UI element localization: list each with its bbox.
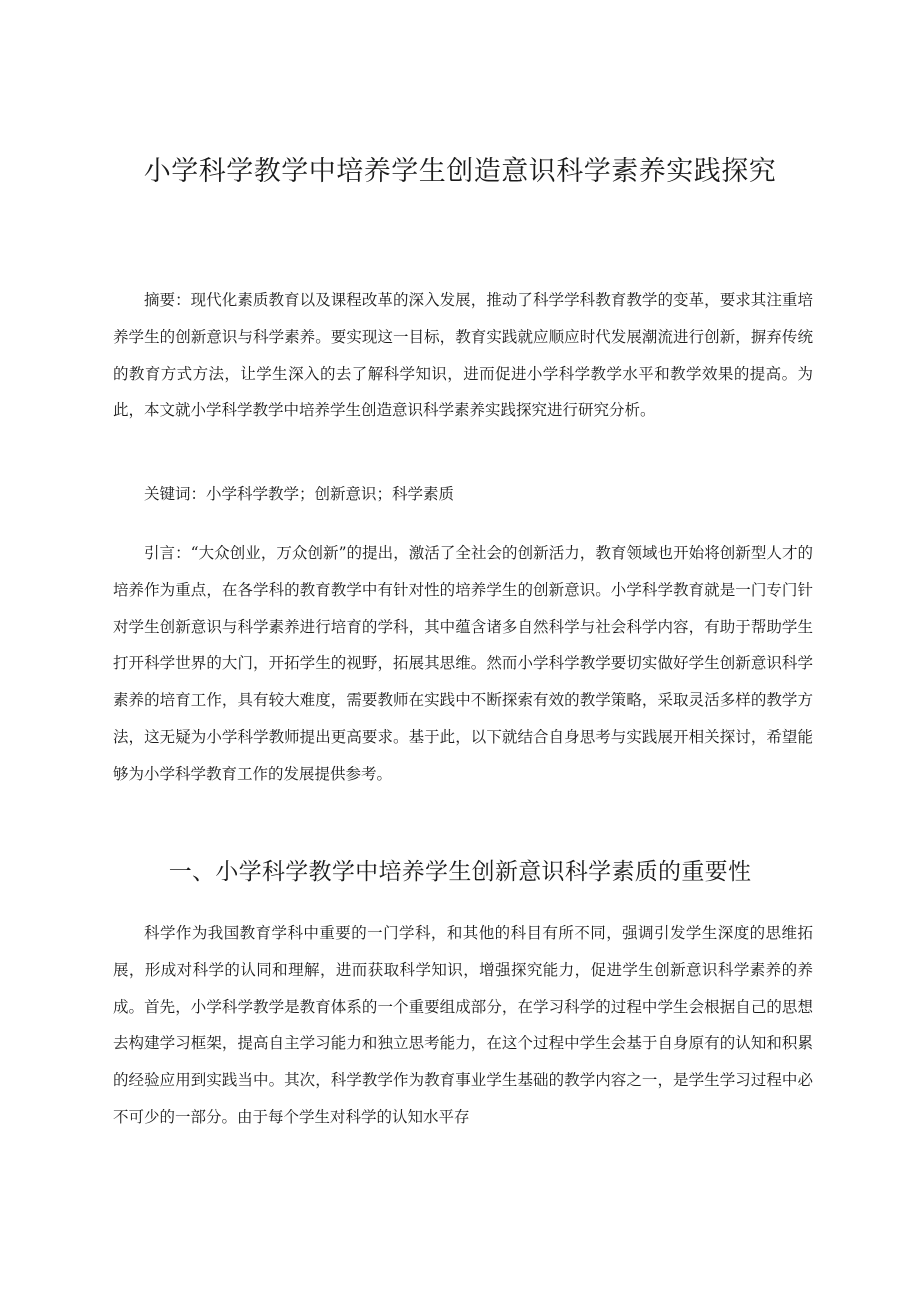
document-title: 小学科学教学中培养学生创造意识科学素养实践探究 <box>143 156 777 187</box>
section-1-heading: 一、小学科学教学中培养学生创新意识科学素质的重要性 <box>168 859 752 885</box>
keywords-paragraph: 关键词：小学科学教学；创新意识；科学素质 <box>144 485 455 503</box>
introduction-paragraph: 引言：“大众创业，万众创新”的提出，激活了全社会的创新活力，教育领域也开始将创新型人才的培养作为重点，在各学科的教育教学中有针对性的培养学生的创新意识。小学科学教育就是一门专门针对学生创新意识与科学素养进行培育的学科，其中蕴含诸多自然科学与社会科学内容，有助于帮助学生打开科学世界的大门，开拓学生的视野，拓展其思维。然而小学科学教学要切实做好学生创新意识科学素养的培育工作，具有较大难度，需要教师在实践中不断探索有效的教学策略，采取灵活多样的教学方法，这无疑为小学科学教师提出更高要求。基于此，以下就结合自身思考与实践展开相关探讨，希望能够为小学科学教育工作的发展提供参考。 <box>113 544 813 783</box>
abstract-paragraph: 摘要：现代化素质教育以及课程改革的深入发展，推动了科学学科教育教学的变革，要求其注重培养学生的创新意识与科学素养。要实现这一目标，教育实践就应顺应时代发展潮流进行创新，摒弃传统的教育方式方法，让学生深入的去了解科学知识，进而促进小学科学教学水平和教学效果的提高。为此，本文就小学科学教学中培养学生创造意识科学素养实践探究进行研究分析。 <box>113 291 813 420</box>
section-1-paragraph: 科学作为我国教育学科中重要的一门学科，和其他的科目有所不同，强调引发学生深度的思维拓展，形成对科学的认同和理解，进而获取科学知识，增强探究能力，促进学生创新意识科学素养的养成。首先，小学科学教学是教育体系的一个重要组成部分，在学习科学的过程中学生会根据自己的思想去构建学习框架，提高自主学习能力和独立思考能力，在这个过程中学生会基于自身原有的认知和积累的经验应用到实践当中。其次，科学教学作为教育事业学生基础的教学内容之一，是学生学习过程中必不可少的一部分。由于每个学生对科学的认知水平存 <box>113 924 813 1126</box>
